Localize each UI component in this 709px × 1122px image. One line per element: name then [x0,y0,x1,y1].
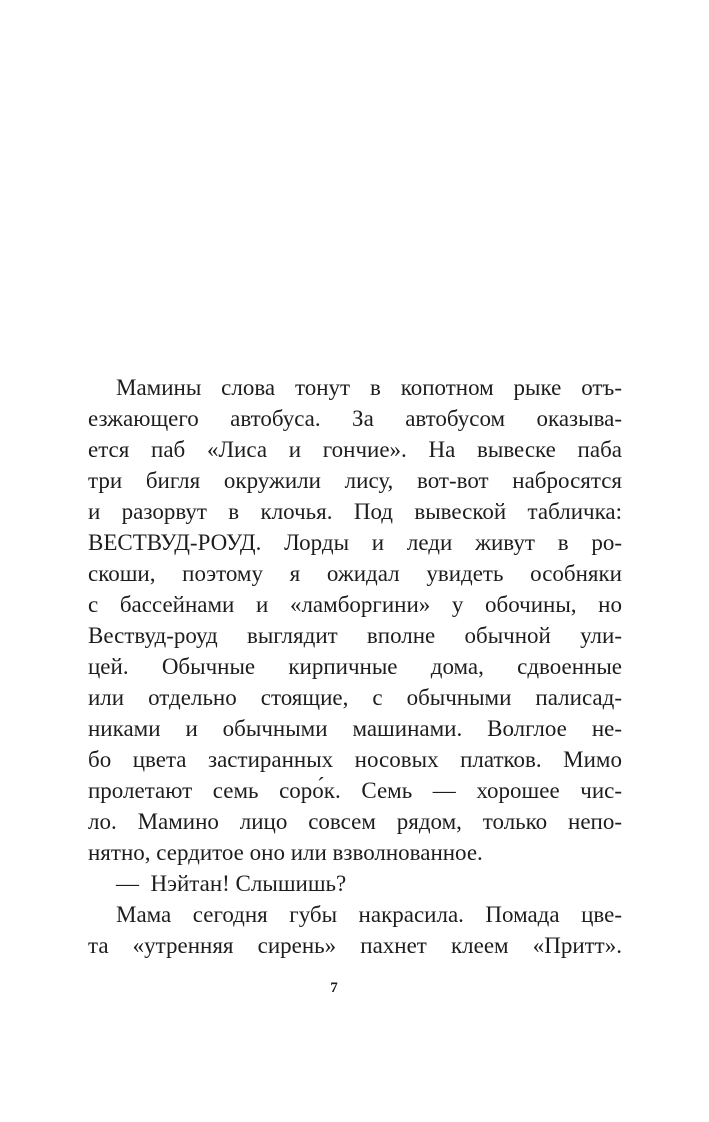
page-number: 7 [330,980,338,996]
dialogue-line: — Нэйтан! Слышишь? [116,871,347,896]
text-line: ется паб «Лиса и гончие». На вывеске паба [88,437,622,462]
text-line: с бассейнами и «ламборгини» у обочины, но [88,592,622,617]
text-line: пролетают семь соро́к. Семь — хорошее чис- [88,778,622,803]
text-line: Вествуд-роуд выглядит вполне обычной ули- [88,623,622,648]
body-text [88,372,622,961]
text-line: никами и обычными машинами. Волглое не- [88,716,622,741]
text-line: три бигля окружили лису, вот-вот набросятся [88,468,622,493]
text-line: скоши, поэтому я ожидал увидеть особняки [88,561,622,586]
text-line: Мамины слова тонут в копотном рыке отъ- [116,375,622,400]
text-line: нятно, сердитое оно или взволнованное. [88,840,483,865]
text-line: бо цвета застиранных носовых платков. Мимо [88,747,622,772]
text-line: цей. Обычные кирпичные дома, сдвоенные [88,654,622,679]
text-line: ВЕСТВУД-РОУД. Лорды и леди живут в ро- [88,530,622,555]
text-line: и разорвут в клочья. Под вывеской табличка: [88,499,622,524]
text-line: ло. Мамино лицо совсем рядом, только непо- [88,809,622,834]
text-line: или отдельно стоящие, с обычными палисад- [88,685,622,710]
text-line: та «утренняя сирень» пахнет клеем «Притт». [88,933,622,958]
text-line: Мама сегодня губы накрасила. Помада цве- [116,902,622,927]
text-line: езжающего автобуса. За автобусом оказыва- [88,406,622,431]
